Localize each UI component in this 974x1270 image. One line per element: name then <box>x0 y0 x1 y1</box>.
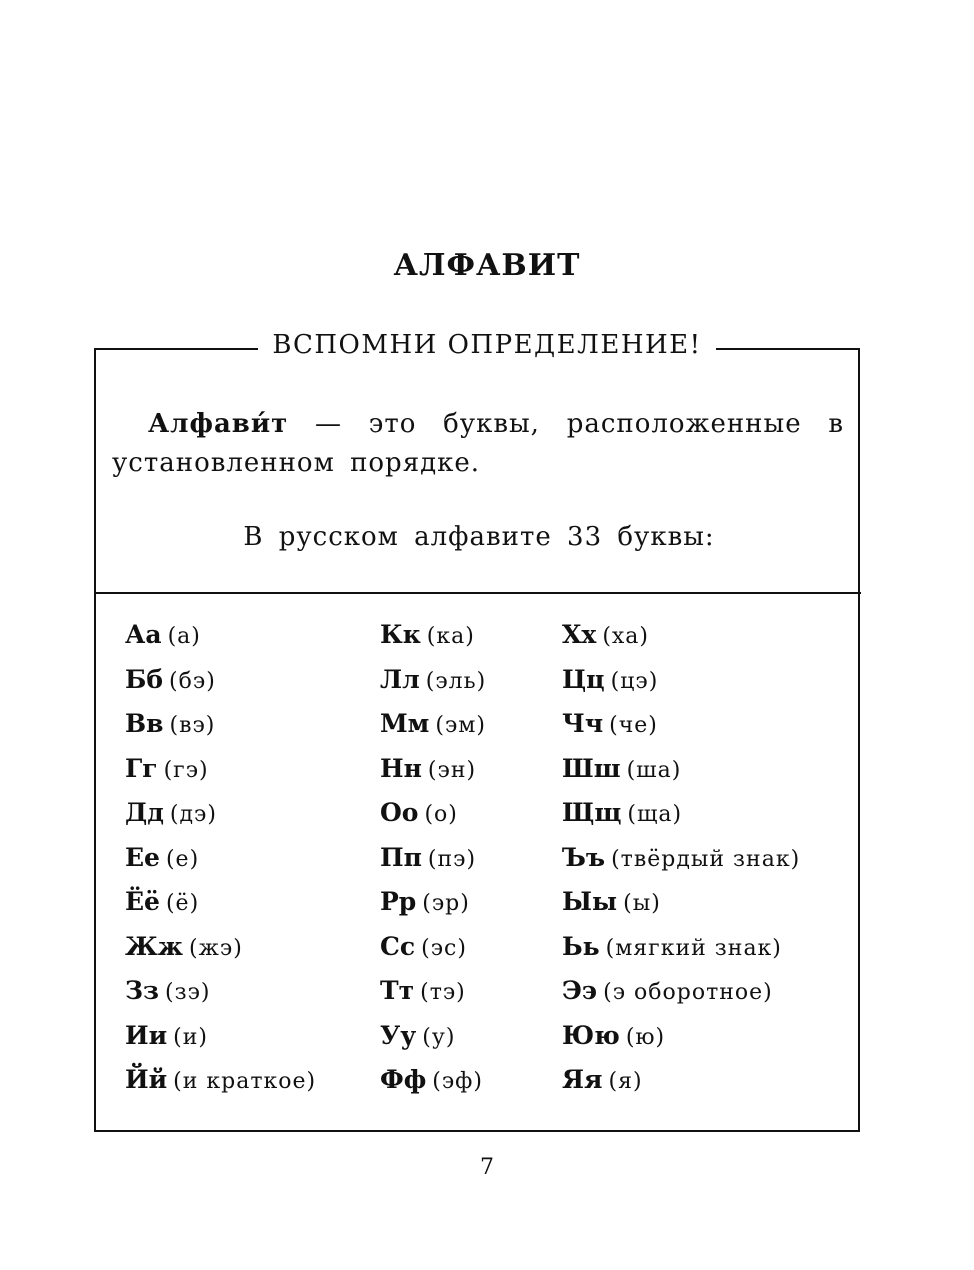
letter-name: (я) <box>608 1069 643 1094</box>
letter-pair: Аа <box>125 620 162 649</box>
letter-pair: Юю <box>562 1020 620 1050</box>
letter-name: (пэ) <box>427 846 477 872</box>
alphabet-column-2 <box>380 620 486 1110</box>
alphabet-entry <box>380 887 486 932</box>
alphabet-entry <box>125 1065 316 1110</box>
letter-pair: Оо <box>380 798 419 827</box>
letter-name: (эн) <box>427 757 477 783</box>
alphabet-entry <box>125 932 316 977</box>
alphabet-entry <box>562 887 800 932</box>
box-legend-text: ВСПОМНИ ОПРЕДЕЛЕНИЕ! <box>258 330 715 360</box>
letter-pair: Гг <box>125 753 158 783</box>
letter-pair: Дд <box>125 798 164 827</box>
letter-pair: Ыы <box>562 887 618 916</box>
alphabet-column-1 <box>125 620 316 1110</box>
alphabet-entry <box>380 798 486 843</box>
alphabet-entry <box>125 976 316 1021</box>
alphabet-entry <box>562 1021 800 1066</box>
alphabet-entry <box>125 1021 316 1066</box>
alphabet-entry <box>562 709 800 754</box>
alphabet-column-3 <box>562 620 800 1110</box>
letter-pair: Йй <box>125 1065 168 1094</box>
letter-pair: Ьь <box>562 931 600 961</box>
alphabet-entry <box>125 754 316 799</box>
letter-name: (э оборотное) <box>603 980 773 1005</box>
letter-pair: Яя <box>562 1065 603 1094</box>
letter-name: (эф) <box>432 1069 483 1094</box>
letter-pair: Фф <box>380 1065 427 1094</box>
letter-pair: Ии <box>125 1020 168 1050</box>
alphabet-entry <box>380 1065 486 1110</box>
alphabet-entry <box>380 665 486 710</box>
alphabet-entry <box>380 1021 486 1066</box>
letter-pair: Чч <box>562 709 604 738</box>
letter-name: (о) <box>424 802 458 827</box>
letter-pair: Жж <box>125 931 184 961</box>
alphabet-entry <box>380 843 486 888</box>
alphabet-entry <box>125 798 316 843</box>
alphabet-entry <box>380 976 486 1021</box>
alphabet-entry <box>562 754 800 799</box>
letter-name: (жэ) <box>189 935 243 961</box>
letter-name: (ы) <box>623 891 661 916</box>
letter-name: (ё) <box>165 891 200 916</box>
letter-count-line: В русском алфавите 33 буквы: <box>243 522 715 552</box>
letter-name: (ю) <box>625 1024 666 1050</box>
letter-pair: Рр <box>380 887 417 916</box>
page-title: АЛФАВИТ <box>393 248 581 283</box>
letter-pair: Ээ <box>562 976 598 1005</box>
alphabet-entry <box>562 843 800 888</box>
letter-name: (ща) <box>627 802 683 827</box>
letter-name: (а) <box>167 624 201 649</box>
letter-pair: Цц <box>562 664 605 694</box>
alphabet-entry <box>380 754 486 799</box>
alphabet-entry <box>125 709 316 754</box>
alphabet-entry <box>562 798 800 843</box>
letter-name: (дэ) <box>169 802 217 827</box>
letter-pair: Уу <box>380 1020 417 1050</box>
letter-name: (эм) <box>435 713 486 738</box>
definition-paragraph <box>112 405 844 483</box>
letter-name: (гэ) <box>163 757 209 783</box>
alphabet-entry <box>125 620 316 665</box>
box-divider <box>95 592 861 594</box>
letter-name: (и) <box>173 1024 209 1050</box>
definition-text: — это буквы, расположенные в установленном порядке. <box>112 409 844 478</box>
alphabet-entry <box>380 709 486 754</box>
alphabet-entry <box>125 843 316 888</box>
letter-name: (зэ) <box>164 980 211 1005</box>
letter-name: (цэ) <box>610 668 659 694</box>
alphabet-entry <box>125 887 316 932</box>
letter-pair: Ъъ <box>562 842 606 872</box>
letter-name: (и краткое) <box>173 1069 317 1094</box>
definition-term: Алфави́т <box>148 409 289 439</box>
letter-name: (бэ) <box>169 668 216 694</box>
letter-pair: Пп <box>380 842 422 872</box>
alphabet-entry <box>380 932 486 977</box>
letter-pair: Лл <box>380 664 420 694</box>
letter-name: (вэ) <box>169 713 216 738</box>
letter-name: (тэ) <box>420 980 466 1005</box>
alphabet-entry <box>562 1065 800 1110</box>
letter-name: (ша) <box>626 757 682 783</box>
letter-pair: Вв <box>125 709 164 738</box>
letter-name: (ха) <box>602 624 650 649</box>
page-number: 7 <box>480 1155 494 1180</box>
letter-pair: Ёё <box>125 887 160 916</box>
letter-pair: Хх <box>562 620 597 649</box>
letter-pair: Бб <box>125 664 164 694</box>
letter-name: (ка) <box>426 624 475 649</box>
letter-pair: Нн <box>380 753 422 783</box>
letter-name: (че) <box>609 713 658 738</box>
alphabet-entry <box>562 932 800 977</box>
letter-pair: Зз <box>125 976 159 1005</box>
letter-pair: Ее <box>125 842 160 872</box>
letter-pair: Щщ <box>562 798 622 827</box>
box-legend <box>0 330 974 360</box>
letter-name: (е) <box>165 846 200 872</box>
letter-pair: Шш <box>562 753 621 783</box>
letter-pair: Сс <box>380 931 416 961</box>
alphabet-entry <box>125 665 316 710</box>
letter-name: (твёрдый знак) <box>611 846 801 872</box>
alphabet-entry <box>562 976 800 1021</box>
alphabet-entry <box>380 620 486 665</box>
letter-name: (у) <box>422 1024 456 1050</box>
alphabet-entry <box>562 665 800 710</box>
letter-name: (эс) <box>421 935 467 961</box>
alphabet-entry <box>562 620 800 665</box>
letter-name: (эр) <box>422 891 470 916</box>
letter-pair: Тт <box>380 976 415 1005</box>
letter-pair: Кк <box>380 620 421 649</box>
letter-name: (эль) <box>425 668 487 694</box>
letter-name: (мягкий знак) <box>605 935 782 961</box>
letter-pair: Мм <box>380 709 430 738</box>
